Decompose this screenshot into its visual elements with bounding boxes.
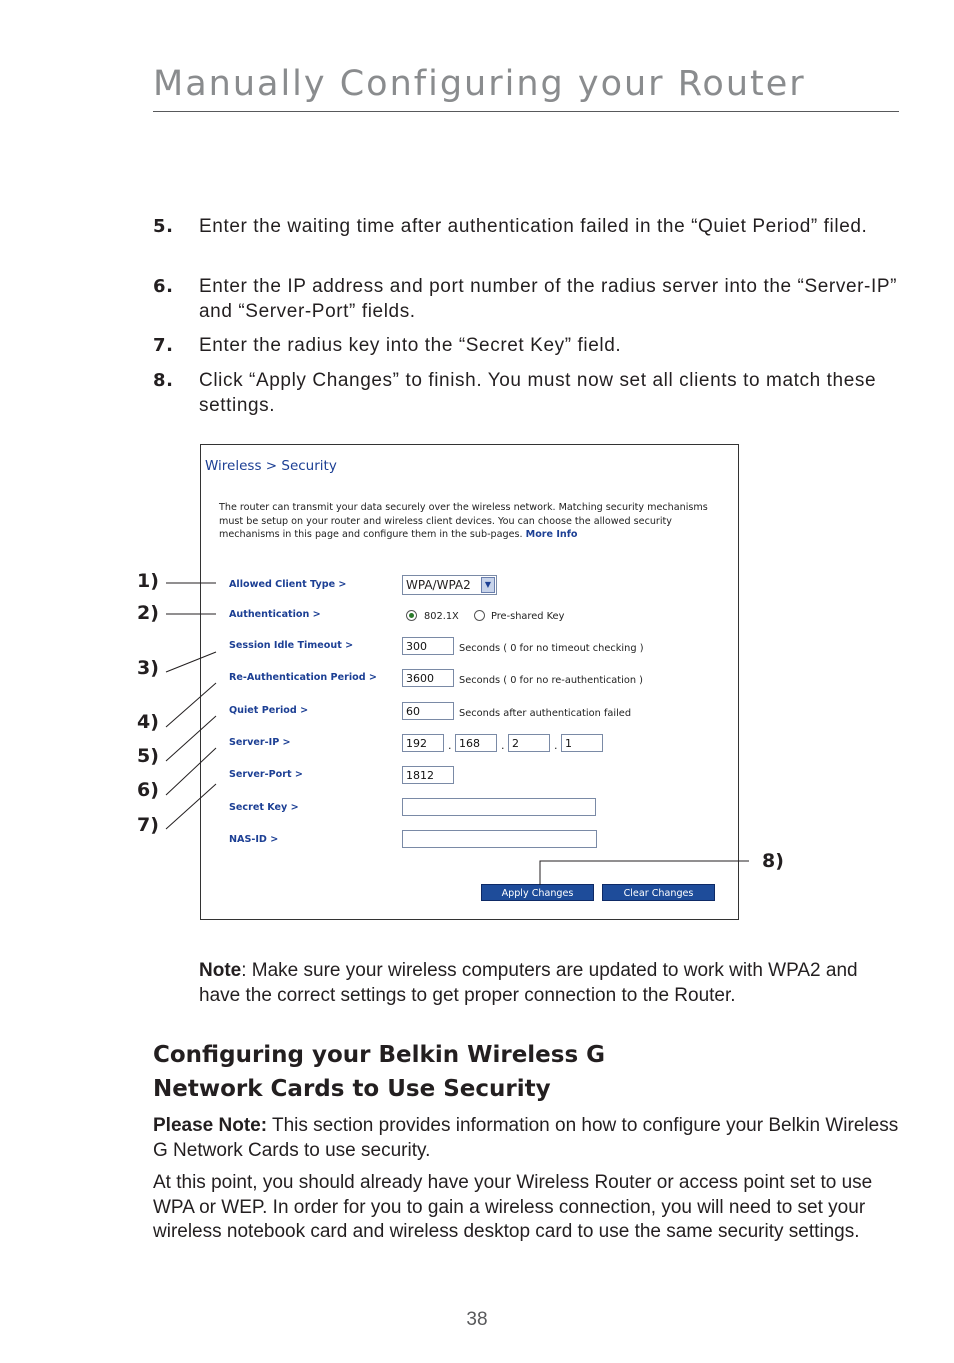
title-divider — [153, 111, 899, 112]
more-info-link[interactable]: More Info — [525, 529, 578, 540]
intro-body: The router can transmit your data securely over the wireless network. Matching security mechanisms must be setup on your router and wireless client devices. You can choose the allowed security mechanisms in this page and configure them in the sub-pages. — [219, 502, 708, 540]
client-type-value: WPA/WPA2 — [406, 578, 471, 592]
intro-text — [219, 501, 709, 542]
server-ip-octet-4[interactable]: 1 — [561, 734, 603, 752]
callout-7: 7) — [137, 814, 159, 836]
section-heading — [153, 1038, 853, 1106]
radio-8021x[interactable] — [406, 610, 417, 621]
nas-id-label: NAS-ID > — [229, 834, 279, 845]
step-number: 7. — [153, 335, 174, 356]
please-note-paragraph — [153, 1114, 899, 1163]
step-number: 6. — [153, 276, 174, 297]
please-note-label: Please Note: — [153, 1115, 268, 1136]
step-text: Enter the radius key into the “Secret Key” field. — [199, 335, 622, 356]
server-port-input[interactable]: 1812 — [402, 766, 454, 784]
body-paragraph: At this point, you should already have your Wireless Router or access point set to use WPA or WEP. In order for you to gain a wireless connection, you will need to set your wireless notebook card and wireless desktop card to use the same security settings. — [153, 1172, 873, 1242]
idle-timeout-hint: Seconds ( 0 for no timeout checking ) — [459, 643, 644, 654]
callout-8: 8) — [762, 850, 784, 872]
nas-id-input[interactable] — [402, 830, 597, 848]
note-text: : Make sure your wireless computers are updated to work with WPA2 and have the correct settings to get proper connection to the Router. — [199, 960, 858, 1006]
quiet-period-hint: Seconds after authentication failed — [459, 708, 632, 719]
callout-3: 3) — [137, 657, 159, 679]
chevron-down-icon[interactable]: ▼ — [481, 577, 495, 593]
section-heading-line-1: Configuring your Belkin Wireless G — [153, 1042, 606, 1068]
please-note-text: This section provides information on how to configure your Belkin Wireless G Network Cards to use security. — [153, 1115, 899, 1161]
step-7 — [153, 333, 899, 358]
callout-5: 5) — [137, 745, 159, 767]
secret-key-label: Secret Key > — [229, 802, 299, 813]
router-security-screenshot — [200, 444, 739, 920]
clear-changes-button[interactable]: Clear Changes — [602, 884, 715, 901]
step-text: Enter the waiting time after authentication failed in the “Quiet Period” filed. — [199, 216, 868, 237]
callout-6: 6) — [137, 779, 159, 801]
reauth-period-input[interactable]: 3600 — [402, 669, 454, 687]
server-port-label: Server-Port > — [229, 769, 303, 780]
reauth-period-label: Re-Authentication Period > — [229, 672, 377, 683]
step-8 — [153, 368, 899, 418]
server-ip-octet-3[interactable]: 2 — [508, 734, 550, 752]
note-paragraph — [199, 958, 899, 1008]
ip-separator: . — [554, 739, 558, 752]
secret-key-input[interactable] — [402, 798, 596, 816]
step-number: 8. — [153, 370, 174, 391]
callout-4: 4) — [137, 711, 159, 733]
client-type-select[interactable] — [402, 575, 497, 595]
page-number: 38 — [466, 1309, 488, 1330]
server-ip-octet-1[interactable]: 192 — [402, 734, 444, 752]
breadcrumb: Wireless > Security — [205, 458, 337, 474]
note-label: Note — [199, 960, 242, 981]
server-ip-octet-2[interactable]: 168 — [455, 734, 497, 752]
idle-timeout-input[interactable]: 300 — [402, 637, 454, 655]
section-heading-line-2: Network Cards to Use Security — [153, 1076, 551, 1102]
step-text: Click “Apply Changes” to finish. You must now set all clients to match these settings. — [199, 370, 877, 416]
quiet-period-label: Quiet Period > — [229, 705, 309, 716]
step-number: 5. — [153, 216, 174, 237]
client-type-label: Allowed Client Type > — [229, 579, 347, 590]
callout-2: 2) — [137, 602, 159, 624]
radio-pre-shared-key-label: Pre-shared Key — [491, 611, 565, 622]
ip-separator: . — [501, 739, 505, 752]
radio-pre-shared-key[interactable] — [474, 610, 485, 621]
server-ip-label: Server-IP > — [229, 737, 291, 748]
radio-8021x-label: 802.1X — [424, 611, 459, 622]
idle-timeout-label: Session Idle Timeout > — [229, 640, 354, 651]
step-5 — [153, 214, 899, 264]
reauth-period-hint: Seconds ( 0 for no re-authentication ) — [459, 675, 643, 686]
apply-changes-button[interactable]: Apply Changes — [481, 884, 594, 901]
ip-separator: . — [448, 739, 452, 752]
step-6 — [153, 274, 899, 324]
callout-1: 1) — [137, 570, 159, 592]
quiet-period-input[interactable]: 60 — [402, 702, 454, 720]
page-title: Manually Configuring your Router — [153, 64, 806, 104]
authentication-label: Authentication > — [229, 609, 321, 620]
step-text: Enter the IP address and port number of the radius server into the “Server-IP” and “Server-Port” fields. — [199, 276, 898, 322]
